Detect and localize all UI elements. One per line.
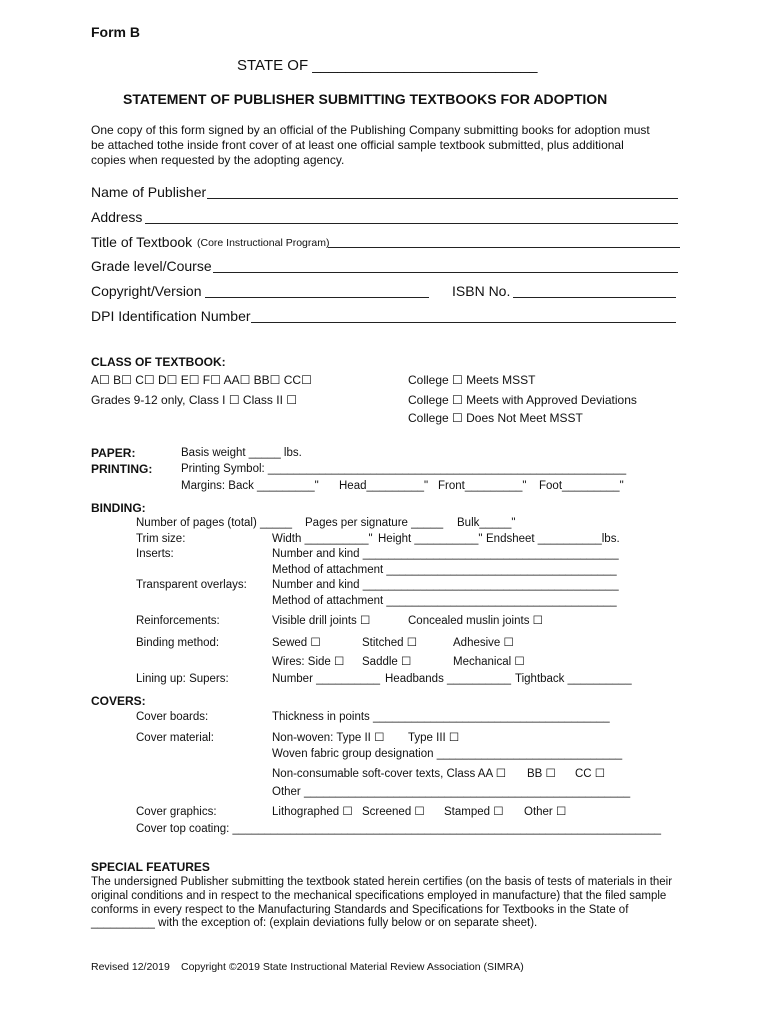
copyright-label: Copyright/Version bbox=[91, 283, 202, 299]
footer-copyright: Copyright ©2019 State Instructional Material Review Association (SIMRA) bbox=[181, 961, 524, 973]
nonwoven-type2-checkbox[interactable]: Non-woven: Type II ☐ bbox=[272, 732, 385, 744]
printing-heading: PRINTING: bbox=[91, 462, 153, 476]
reinforcements-label: Reinforcements: bbox=[136, 615, 220, 627]
special-features-heading: SPECIAL FEATURES bbox=[91, 860, 210, 874]
visible-drill-checkbox[interactable]: Visible drill joints ☐ bbox=[272, 615, 371, 627]
overlays-number-kind-field[interactable]: Number and kind ________________________________________ bbox=[272, 579, 619, 591]
form-label: Form B bbox=[91, 24, 140, 40]
binding-heading: BINDING: bbox=[91, 501, 146, 515]
saddle-checkbox[interactable]: Saddle ☐ bbox=[362, 656, 412, 668]
nonconsumable-aa-checkbox[interactable]: Non-consumable soft-cover texts, Class AA ☐ bbox=[272, 768, 507, 780]
special-line-2: original conditions and in respect to the mechanical specifications employed in manufacture) that the filed sample bbox=[91, 890, 667, 902]
cc-checkbox[interactable]: CC ☐ bbox=[575, 768, 606, 780]
lithographed-checkbox[interactable]: Lithographed ☐ bbox=[272, 806, 353, 818]
paper-heading: PAPER: bbox=[91, 446, 136, 460]
isbn-input[interactable] bbox=[513, 297, 676, 298]
special-line-1: The undersigned Publisher submitting the textbook stated herein certifies (on the basis of tests of materials in their bbox=[91, 876, 673, 888]
cover-material-label: Cover material: bbox=[136, 732, 214, 744]
textbook-title-label: Title of Textbook bbox=[91, 234, 193, 250]
isbn-label: ISBN No. bbox=[452, 283, 511, 299]
textbook-title-sublabel: (Core Instructional Program) bbox=[197, 237, 330, 249]
cover-top-coating-field[interactable]: Cover top coating: ___________________________________________________________________ bbox=[136, 823, 662, 835]
inserts-method-field[interactable]: Method of attachment ____________________________________ bbox=[272, 564, 617, 576]
cover-other-field[interactable]: Other ___________________________________________________ bbox=[272, 786, 631, 798]
type3-checkbox[interactable]: Type III ☐ bbox=[408, 732, 460, 744]
trim-width-field[interactable]: Width __________" bbox=[272, 533, 373, 545]
cover-boards-label: Cover boards: bbox=[136, 711, 209, 723]
mechanical-checkbox[interactable]: Mechanical ☐ bbox=[453, 656, 525, 668]
publisher-label: Name of Publisher bbox=[91, 184, 207, 200]
inserts-number-kind-field[interactable]: Number and kind ________________________________________ bbox=[272, 548, 619, 560]
supers-number-field[interactable]: Number __________ bbox=[272, 673, 381, 685]
trim-height-field[interactable]: Height __________" bbox=[378, 533, 483, 545]
copyright-input[interactable] bbox=[205, 297, 429, 298]
bb-checkbox[interactable]: BB ☐ bbox=[527, 768, 556, 780]
state-of-line: STATE OF ___________________________ bbox=[237, 57, 538, 74]
graphics-other-checkbox[interactable]: Other ☐ bbox=[524, 806, 567, 818]
stamped-checkbox[interactable]: Stamped ☐ bbox=[444, 806, 504, 818]
basis-weight-field[interactable]: Basis weight _____ lbs. bbox=[181, 447, 302, 459]
inserts-label: Inserts: bbox=[136, 548, 174, 560]
margin-foot-field[interactable]: Foot_________" bbox=[539, 480, 624, 492]
trim-size-label: Trim size: bbox=[136, 533, 186, 545]
college-meets-checkbox[interactable]: College ☐ Meets MSST bbox=[408, 373, 536, 387]
publisher-input[interactable] bbox=[207, 198, 678, 199]
special-line-4[interactable]: __________ with the exception of: (explain deviations fully below or on separate sheet). bbox=[91, 917, 538, 929]
stitched-checkbox[interactable]: Stitched ☐ bbox=[362, 637, 418, 649]
printing-symbol-field[interactable]: Printing Symbol: ________________________________________________________ bbox=[181, 463, 627, 475]
bulk-field[interactable]: Bulk_____" bbox=[457, 517, 516, 529]
class-checkboxes[interactable]: A☐ B☐ C☐ D☐ E☐ F☐ AA☐ BB☐ CC☐ bbox=[91, 373, 312, 387]
page-title: STATEMENT OF PUBLISHER SUBMITTING TEXTBOOKS FOR ADOPTION bbox=[123, 91, 608, 107]
covers-heading: COVERS: bbox=[91, 694, 146, 708]
overlays-method-field[interactable]: Method of attachment ____________________________________ bbox=[272, 595, 617, 607]
dpi-input[interactable] bbox=[251, 322, 676, 323]
grades-class-checkboxes[interactable]: Grades 9-12 only, Class I ☐ Class II ☐ bbox=[91, 393, 298, 407]
intro-line-2: be attached tothe inside front cover of at least one official sample textbook submitted, plus additional bbox=[91, 138, 624, 152]
cover-graphics-label: Cover graphics: bbox=[136, 806, 217, 818]
binding-method-label: Binding method: bbox=[136, 637, 220, 649]
sewed-checkbox[interactable]: Sewed ☐ bbox=[272, 637, 321, 649]
transparent-overlays-label: Transparent overlays: bbox=[136, 579, 247, 591]
college-deviations-checkbox[interactable]: College ☐ Meets with Approved Deviations bbox=[408, 393, 637, 407]
address-input[interactable] bbox=[145, 223, 678, 224]
intro-line-1: One copy of this form signed by an official of the Publishing Company submitting books for adoption must bbox=[91, 123, 650, 137]
wires-side-checkbox[interactable]: Wires: Side ☐ bbox=[272, 656, 345, 668]
dpi-label: DPI Identification Number bbox=[91, 308, 251, 324]
thickness-field[interactable]: Thickness in points _____________________________________ bbox=[272, 711, 610, 723]
intro-line-3: copies when requested by the adopting agency. bbox=[91, 153, 345, 167]
class-heading: CLASS OF TEXTBOOK: bbox=[91, 355, 226, 369]
address-label: Address bbox=[91, 209, 143, 225]
woven-fabric-field[interactable]: Woven fabric group designation _____________________________ bbox=[272, 748, 623, 760]
pages-signature-field[interactable]: Pages per signature _____ bbox=[305, 517, 444, 529]
headbands-field[interactable]: Headbands __________ bbox=[385, 673, 511, 685]
tightback-field[interactable]: Tightback __________ bbox=[515, 673, 632, 685]
adhesive-checkbox[interactable]: Adhesive ☐ bbox=[453, 637, 514, 649]
margin-front-field[interactable]: Front_________" bbox=[438, 480, 527, 492]
college-not-meet-checkbox[interactable]: College ☐ Does Not Meet MSST bbox=[408, 411, 583, 425]
textbook-title-input[interactable] bbox=[328, 247, 680, 248]
endsheet-field[interactable]: Endsheet __________lbs. bbox=[486, 533, 620, 545]
pages-total-field[interactable]: Number of pages (total) _____ bbox=[136, 517, 292, 529]
margin-back-field[interactable]: Margins: Back _________" bbox=[181, 480, 319, 492]
revised-date: Revised 12/2019 bbox=[91, 961, 170, 973]
grade-label: Grade level/Course bbox=[91, 258, 212, 274]
special-line-3: conforms in every respect to the Manufacturing Standards and Specifications for Textbooks in the State of bbox=[91, 904, 629, 916]
concealed-muslin-checkbox[interactable]: Concealed muslin joints ☐ bbox=[408, 615, 543, 627]
screened-checkbox[interactable]: Screened ☐ bbox=[362, 806, 425, 818]
lining-label: Lining up: Supers: bbox=[136, 673, 229, 685]
grade-input[interactable] bbox=[213, 272, 678, 273]
margin-head-field[interactable]: Head_________" bbox=[339, 480, 429, 492]
